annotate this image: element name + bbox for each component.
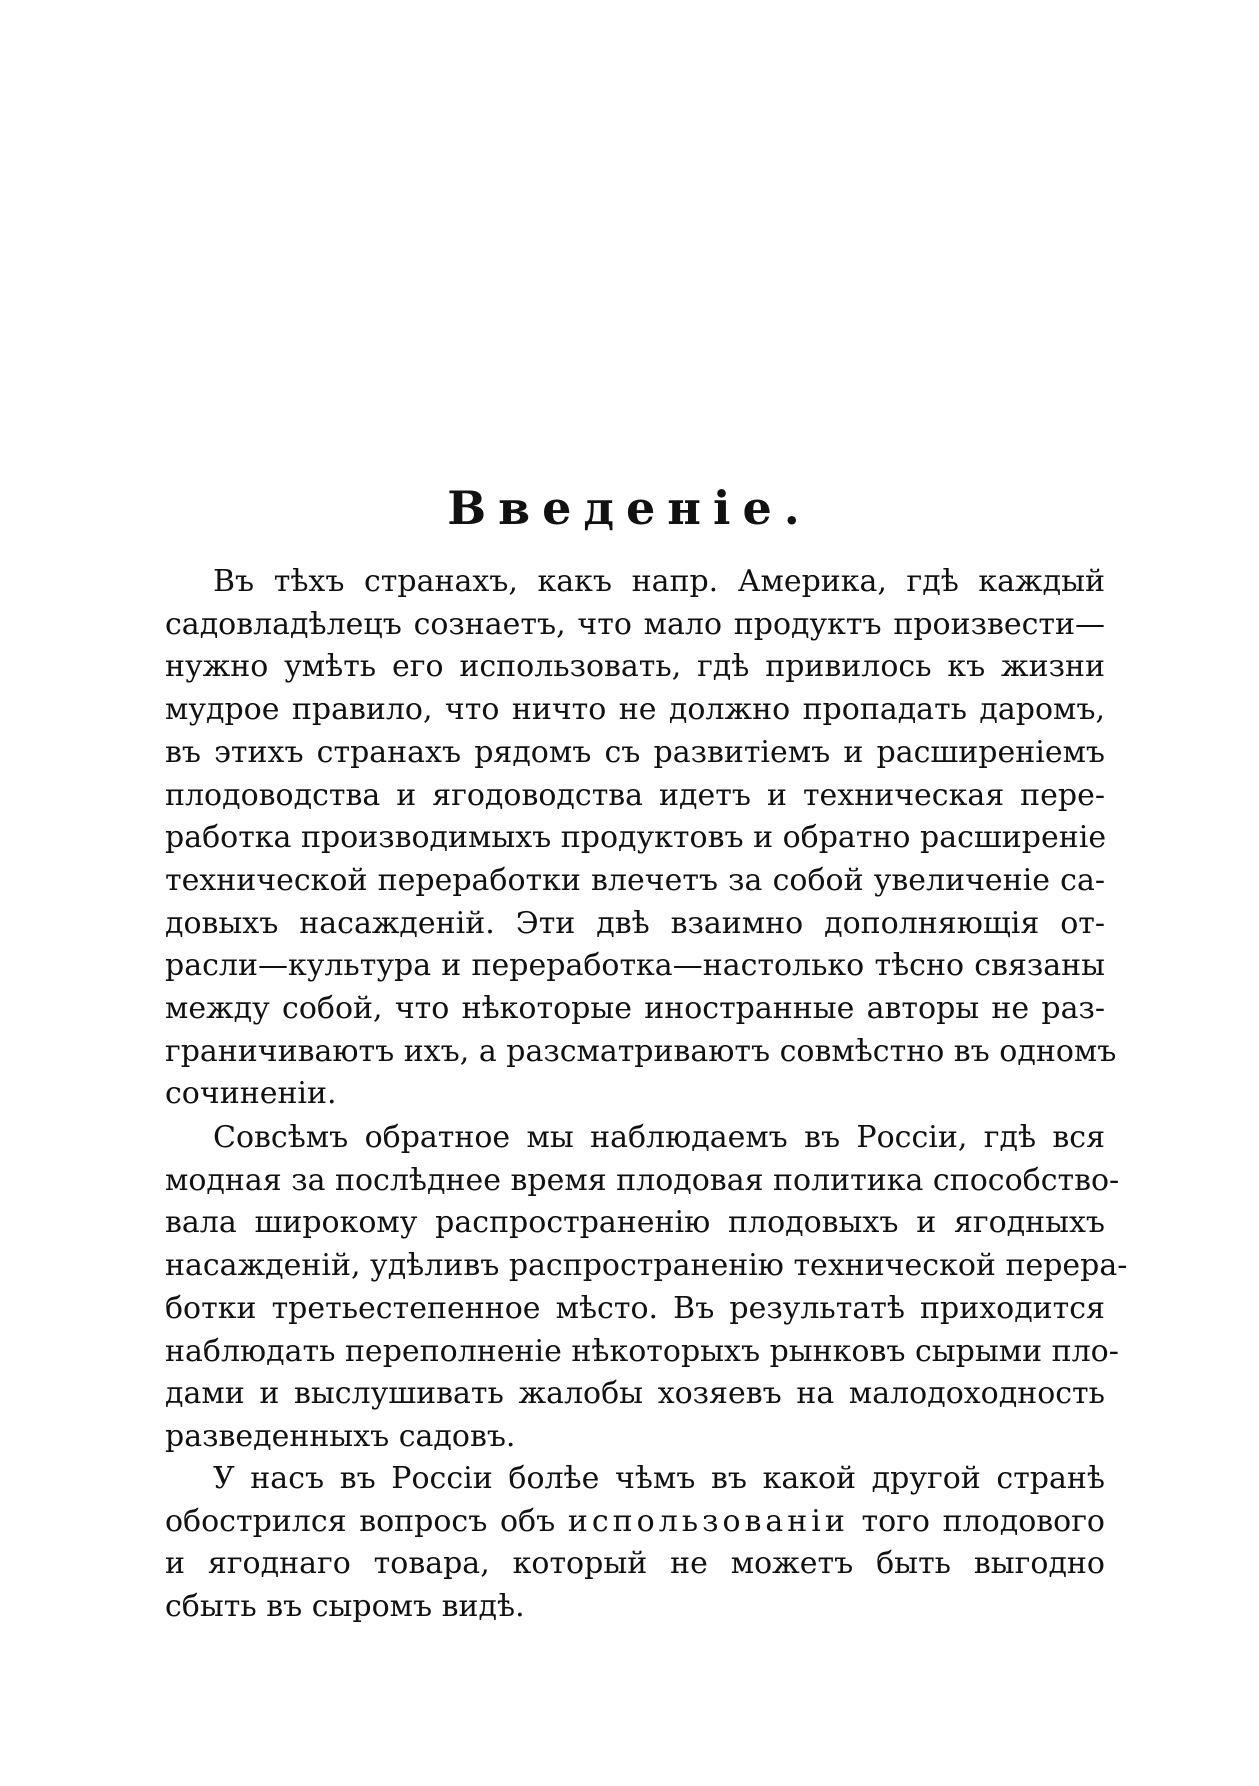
paragraph-3 [165, 1458, 1105, 1629]
text-line: технической переработки влечетъ за собой увеличеніе са- [165, 862, 1105, 898]
text-line: граничиваютъ ихъ, а разсматриваютъ совмѣстно въ одномъ [165, 1033, 1117, 1069]
text-fragment: того плодового [861, 1503, 1105, 1539]
text-line: У насъ въ Россіи болѣе чѣмъ въ какой другой странѣ [213, 1461, 1105, 1496]
text-line: Въ тѣхъ странахъ, какъ напр. Америка, гдѣ каждый [213, 564, 1105, 599]
text-line: въ этихъ странахъ рядомъ съ развитіемъ и расширеніемъ [165, 734, 1105, 770]
paragraph-2 [165, 1117, 1128, 1459]
text-line: сбыть въ сыромъ видѣ. [165, 1589, 525, 1625]
text-line: расли—культура и переработка—настолько тѣсно связаны [165, 948, 1105, 984]
text-line: разведенныхъ садовъ. [165, 1418, 516, 1454]
text-line: работка производимыхъ продуктовъ и обратно расширеніе [165, 820, 1107, 856]
text-line: садовладѣлецъ сознаетъ, что мало продуктъ произвести— [165, 606, 1105, 642]
text-line: нужно умѣть его использовать, гдѣ привилось къ жизни [165, 649, 1105, 685]
text-line: плодоводства и ягодоводства идетъ и техническая пере- [165, 777, 1105, 813]
text-line: насажденій, удѣливъ распространенію технической перера- [165, 1248, 1128, 1284]
text-line: дами и выслушивать жалобы хозяевъ на малодоходность [165, 1376, 1105, 1412]
text-fragment: обострился вопросъ объ [165, 1503, 556, 1539]
page-title: Введеніе. [447, 481, 812, 535]
text-line: довыхъ насажденій. Эти двѣ взаимно дополняющія от- [165, 905, 1105, 941]
paragraph-1 [165, 561, 1117, 1116]
text-line: сочиненіи. [165, 1076, 337, 1112]
spaced-emphasis: использованіи [567, 1503, 849, 1539]
text-line: мудрое правило, что ничто не должно пропадать даромъ, [165, 692, 1105, 728]
text-line: и ягоднаго товара, который не можетъ быть выгодно [165, 1546, 1105, 1582]
text-line: модная за послѣднее время плодовая политика способство- [165, 1162, 1120, 1198]
text-line [165, 1501, 1105, 1544]
text-line: вала широкому распространенію плодовыхъ и ягодныхъ [165, 1205, 1105, 1241]
text-line: ботки третьестепенное мѣсто. Въ результатѣ приходится [165, 1290, 1105, 1326]
text-line: Совсѣмъ обратное мы наблюдаемъ въ Россіи, гдѣ вся [213, 1120, 1105, 1155]
text-line: между собой, что нѣкоторые иностранные авторы не раз- [165, 991, 1105, 1027]
text-line: наблюдать переполненіе нѣкоторыхъ рынковъ сырыми пло- [165, 1333, 1119, 1369]
